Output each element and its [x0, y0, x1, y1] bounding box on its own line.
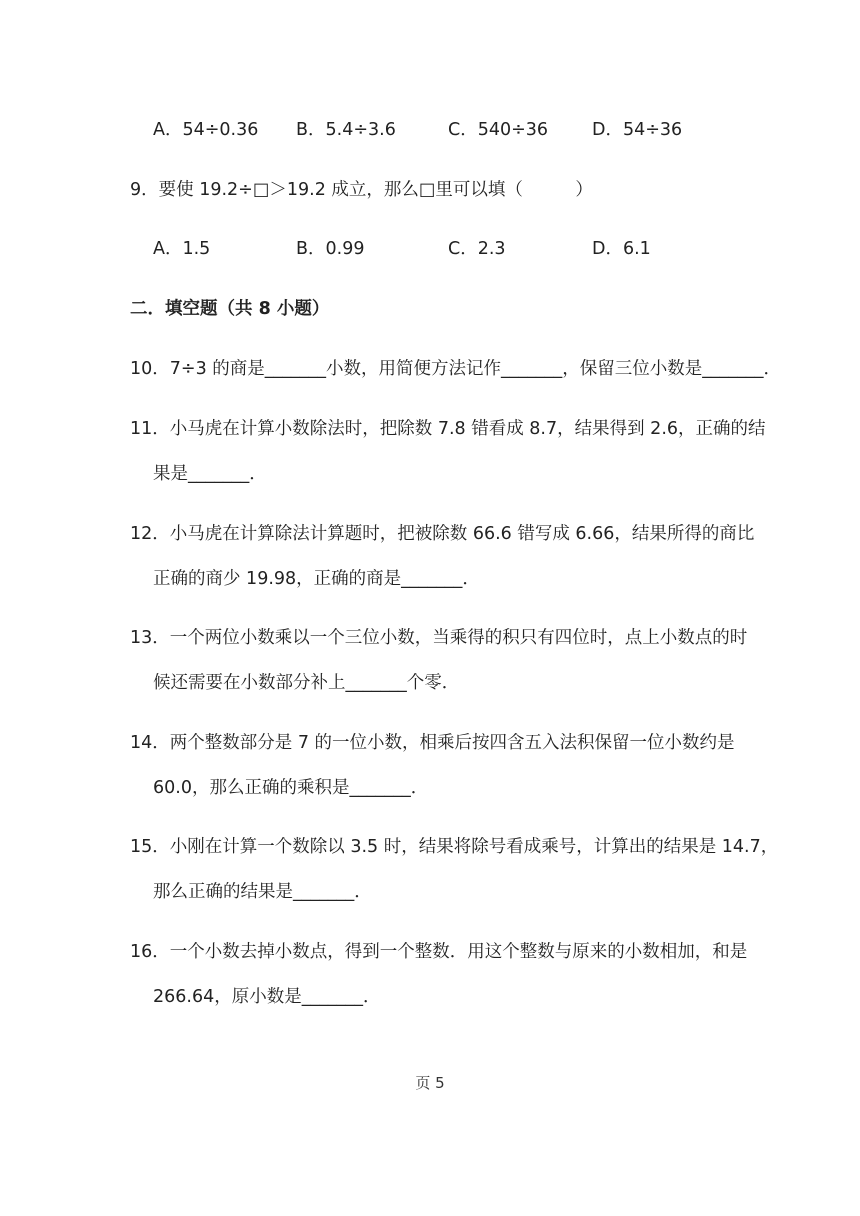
- question-16-line-2: 266.64，原小数是_______．: [153, 987, 381, 1007]
- question-12-line-1: 12．小马虎在计算除法计算题时，把被除数 66.6 错写成 6.66，结果所得的商比: [130, 524, 755, 544]
- q8-option-b: B．5.4÷3.6: [296, 120, 396, 140]
- question-15-line-2: 那么正确的结果是_______．: [153, 882, 372, 902]
- question-11-line-1: 11．小马虎在计算小数除法时，把除数 7.8 错看成 8.7，结果得到 2.6，正确的结: [130, 419, 766, 439]
- question-13-line-1: 13．一个两位小数乘以一个三位小数，当乘得的积只有四位时，点上小数点的时: [130, 628, 748, 648]
- question-16-line-1: 16．一个小数去掉小数点，得到一个整数．用这个整数与原来的小数相加，和是: [130, 942, 748, 962]
- q8-option-d: D．54÷36: [592, 120, 683, 140]
- page-number: 页 5: [415, 1074, 445, 1092]
- question-10: 10．7÷3 的商是_______小数，用简便方法记作_______，保留三位小数是_______．: [130, 359, 782, 379]
- question-14-line-1: 14．两个整数部分是 7 的一位小数，相乘后按四含五入法积保留一位小数约是: [130, 733, 735, 753]
- q9-stem: 9．要使 19.2÷□＞19.2 成立，那么□里可以填（ ）: [130, 180, 593, 200]
- q9-option-b: B．0.99: [296, 239, 365, 259]
- q8-option-a: A．54÷0.36: [153, 120, 259, 140]
- q9-options: [153, 235, 753, 259]
- q9-option-c: C．2.3: [448, 239, 506, 259]
- question-15-line-1: 15．小刚在计算一个数除以 3.5 时，结果将除号看成乘号，计算出的结果是 14.7，: [130, 837, 779, 857]
- q8-options: [153, 116, 753, 140]
- q9-option-d: D．6.1: [592, 239, 651, 259]
- question-13-line-2: 候还需要在小数部分补上_______个零．: [153, 673, 460, 693]
- q9-option-a: A．1.5: [153, 239, 211, 259]
- q8-option-c: C．540÷36: [448, 120, 549, 140]
- section-heading: 二．填空题（共 8 小题）: [130, 299, 330, 319]
- question-14-line-2: 60.0，那么正确的乘积是_______．: [153, 778, 429, 798]
- question-11-line-2: 果是_______．: [153, 464, 267, 484]
- question-12-line-2: 正确的商少 19.98，正确的商是_______．: [153, 569, 480, 589]
